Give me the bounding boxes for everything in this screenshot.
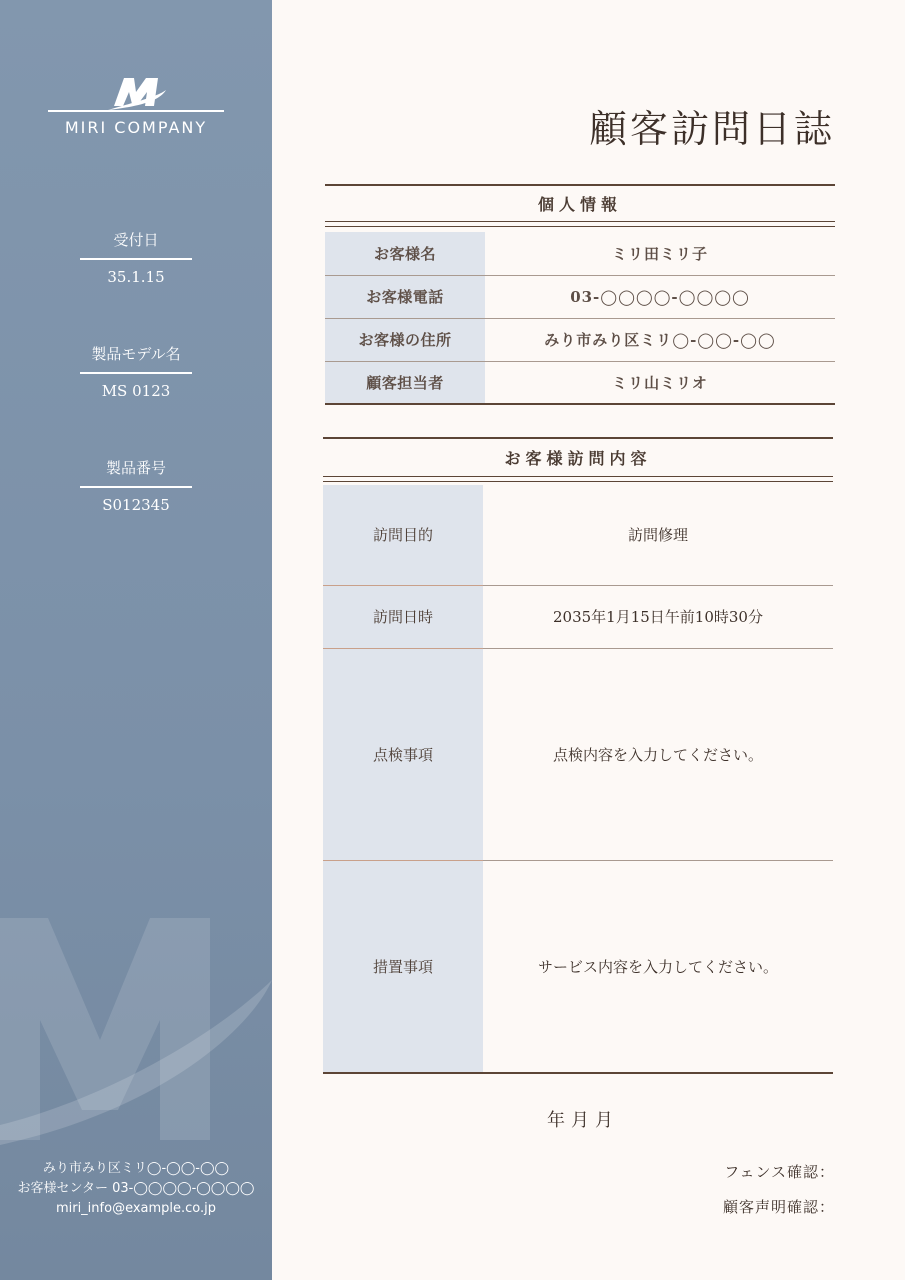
customer-address-value[interactable]: みり市みり区ミリ◯-◯◯-◯◯ (485, 318, 835, 361)
received-date-value: 35.1.15 (107, 268, 165, 286)
customer-address-label: お客様の住所 (325, 318, 485, 361)
action-items-label: 措置事項 (323, 860, 483, 1073)
received-date-field (80, 229, 192, 286)
visit-details-table (323, 485, 833, 1074)
inspection-items-value[interactable]: 点検内容を入力してください。 (483, 648, 833, 860)
table-row (325, 318, 835, 361)
model-name-label: 製品モデル名 (80, 343, 192, 374)
table-row (325, 232, 835, 275)
visit-purpose-label: 訪問目的 (323, 485, 483, 585)
product-number-label: 製品番号 (80, 457, 192, 488)
contact-info (0, 1159, 272, 1219)
product-number-value: S012345 (102, 496, 170, 514)
watermark-m-icon (0, 900, 272, 1160)
visit-datetime-label: 訪問日時 (323, 585, 483, 648)
inspection-items-label: 点検事項 (323, 648, 483, 860)
table-row (323, 648, 833, 860)
customer-name-label: お客様名 (325, 232, 485, 275)
table-row (323, 585, 833, 648)
product-number-field (80, 457, 192, 514)
account-manager-value[interactable]: ミリ山ミリオ (485, 361, 835, 404)
contact-email[interactable]: miri_info@example.co.jp (55, 1201, 217, 1216)
model-name-value: MS 0123 (101, 382, 171, 400)
personal-info-table (325, 232, 835, 405)
company-name: MIRI COMPANY (64, 118, 208, 137)
account-manager-label: 顧客担当者 (325, 361, 485, 404)
contact-address: みり市みり区ミリ◯-◯◯-◯◯ (42, 1161, 230, 1176)
customer-name-value[interactable]: ミリ田ミリ子 (485, 232, 835, 275)
date-line: 年月月 (547, 1110, 619, 1131)
table-row (323, 485, 833, 585)
table-row (325, 275, 835, 318)
action-items-value[interactable]: サービス内容を入力してください。 (483, 860, 833, 1073)
customer-phone-label: お客様電話 (325, 275, 485, 318)
fence-confirmation: フェンス確認： (724, 1163, 835, 1181)
page-title: 顧客訪問日誌 (588, 107, 835, 151)
personal-info-heading: 個人情報 (325, 184, 835, 222)
table-row (323, 860, 833, 1073)
received-date-label: 受付日 (80, 229, 192, 260)
contact-phone: お客様センター 03-◯◯◯◯-◯◯◯◯ (17, 1181, 255, 1196)
visit-details-heading: お客様訪問内容 (323, 437, 833, 477)
visit-purpose-value[interactable]: 訪問修理 (483, 485, 833, 585)
visit-datetime-value[interactable]: 2035年1月15日午前10時30分 (483, 585, 833, 648)
table-row (325, 361, 835, 404)
model-name-field (80, 343, 192, 400)
customer-statement-confirmation: 顧客声明確認： (722, 1198, 835, 1216)
sidebar (0, 0, 272, 1280)
customer-phone-value[interactable]: 03-◯◯◯◯-◯◯◯◯ (485, 275, 835, 318)
